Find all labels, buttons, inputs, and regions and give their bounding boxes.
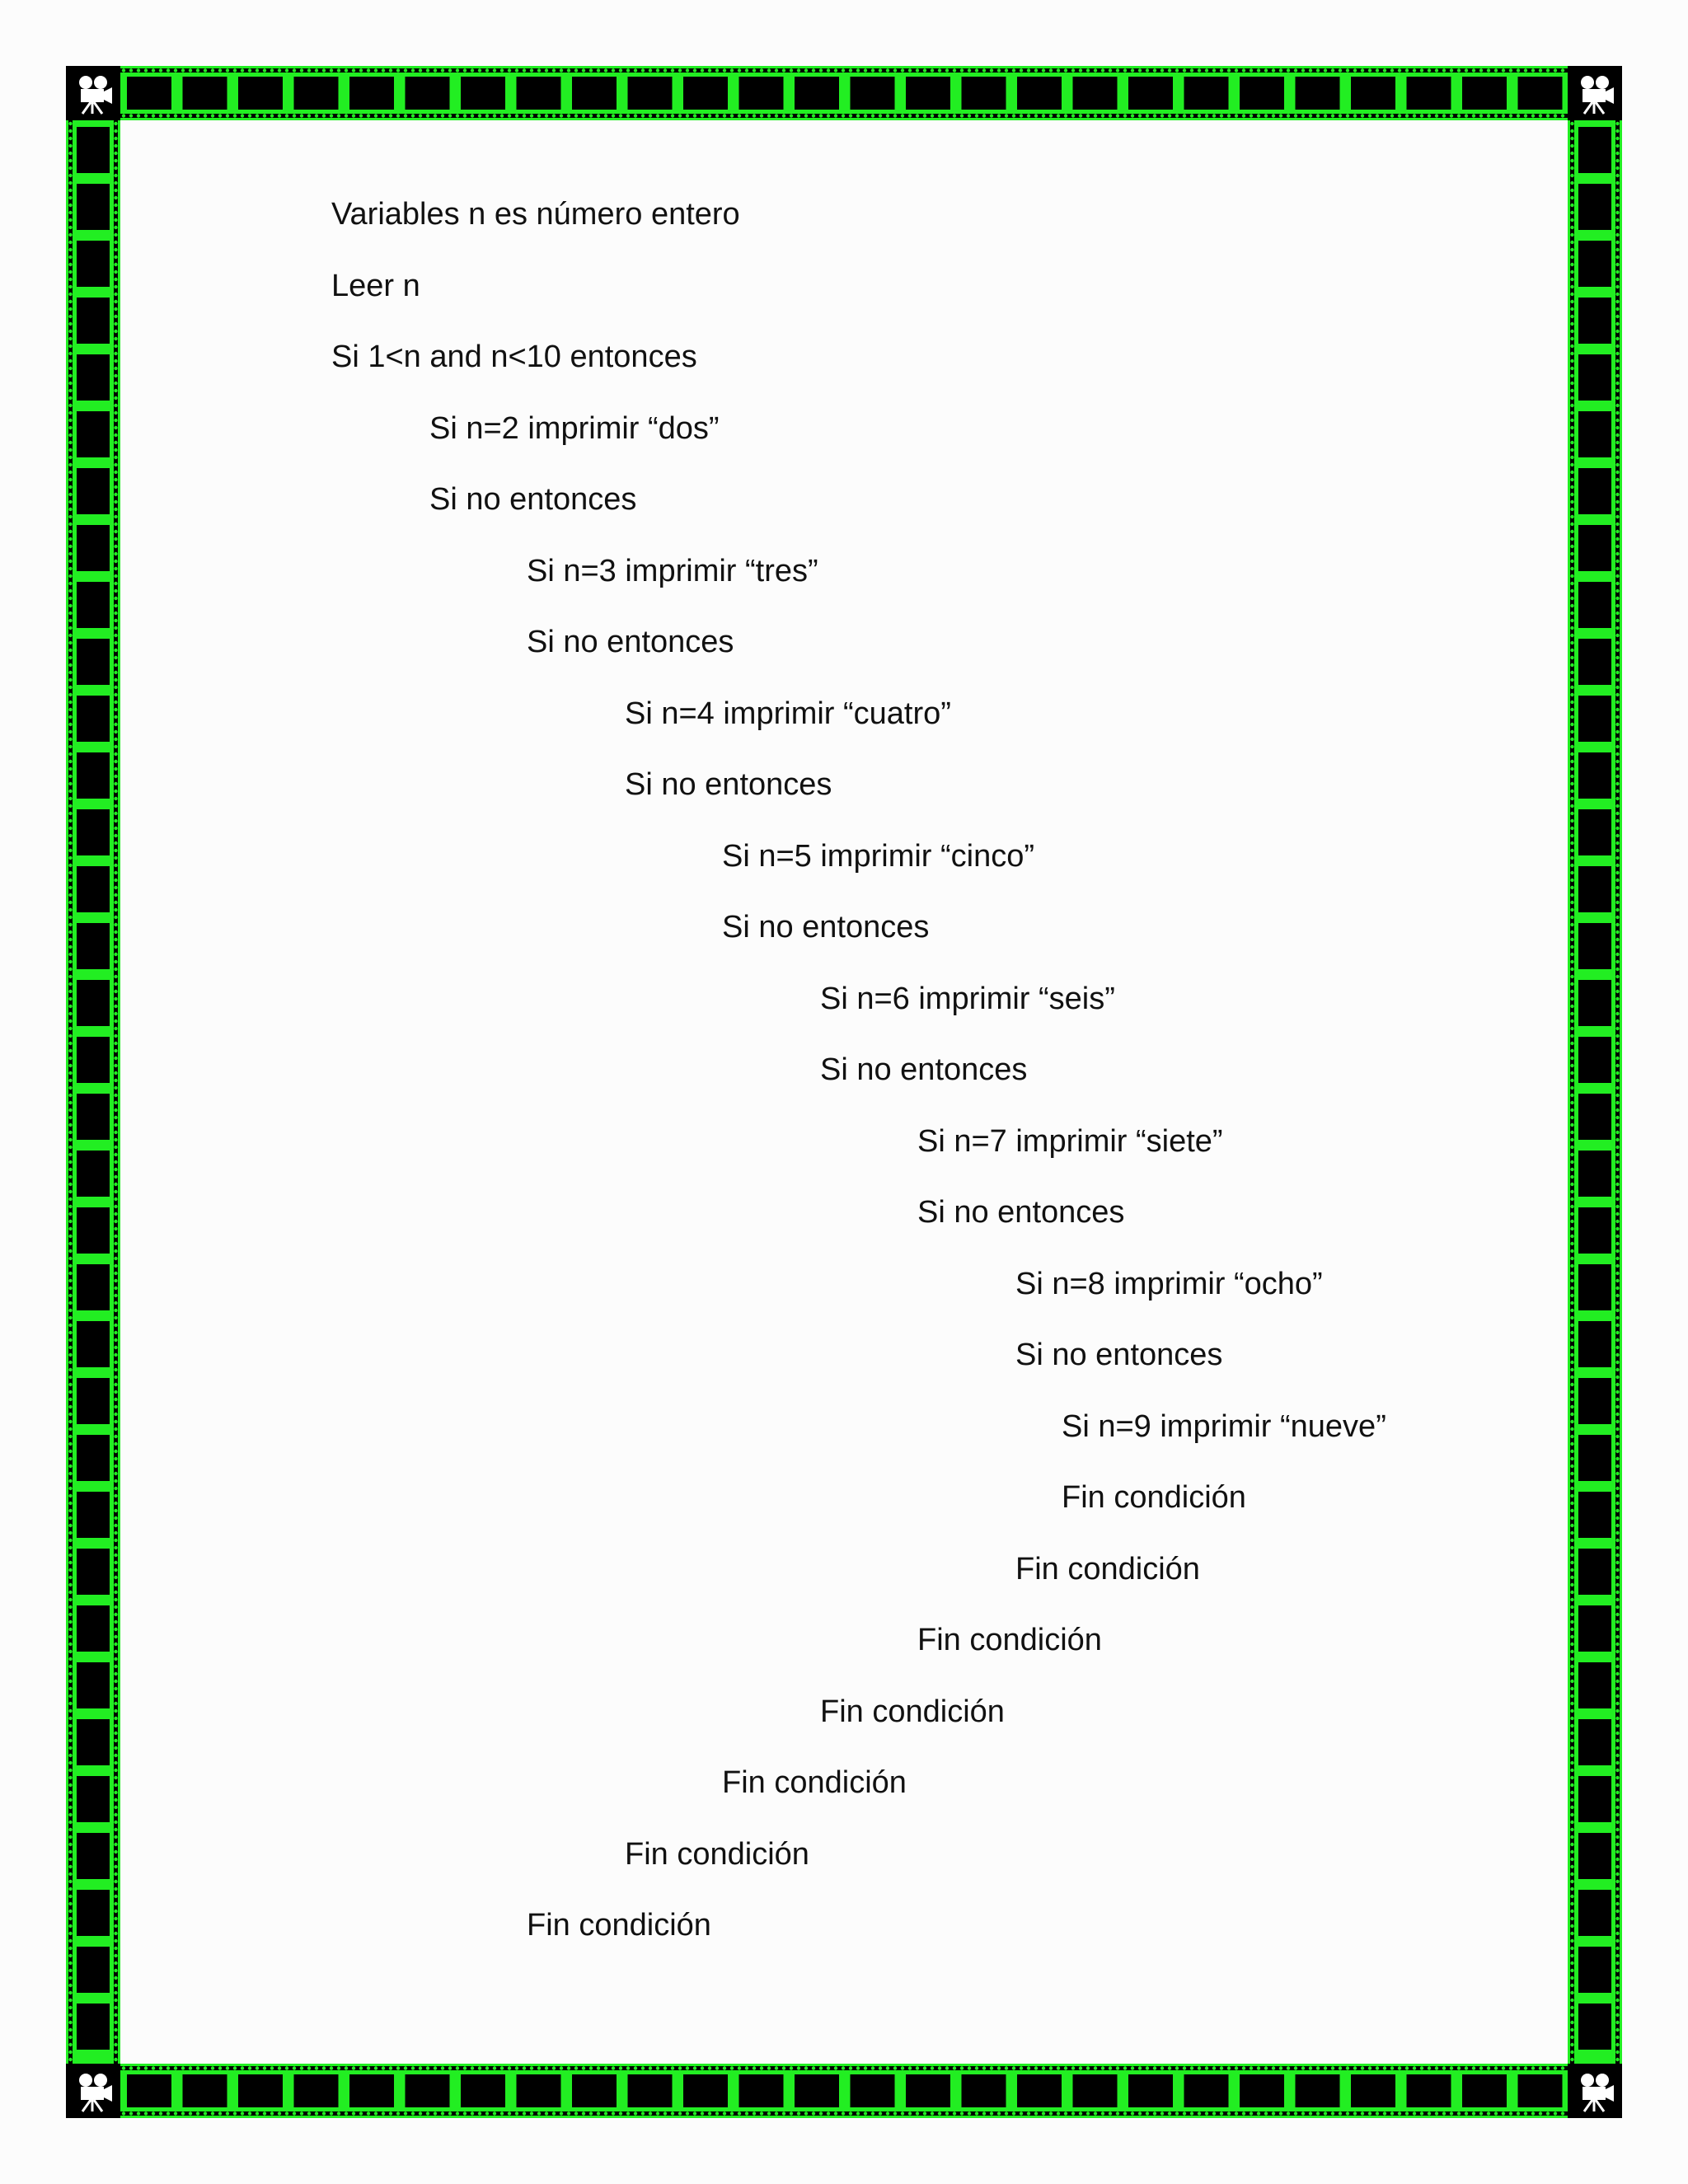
code-line-end: Fin condición [1062, 1480, 1246, 1515]
code-line-end: Fin condición [722, 1765, 907, 1800]
code-line-read: Leer n [331, 269, 420, 303]
code-line-end: Fin condición [527, 1908, 711, 1943]
code-line: Si n=4 imprimir “cuatro” [625, 696, 951, 731]
code-line: Si no entonces [625, 767, 832, 802]
code-line: Si no entonces [917, 1195, 1125, 1230]
code-line: Si no entonces [820, 1052, 1028, 1087]
code-line-end: Fin condición [625, 1837, 809, 1872]
code-line: Si no entonces [527, 625, 734, 659]
code-line: Si n=5 imprimir “cinco” [722, 839, 1035, 874]
code-line-variables: Variables n es número entero [331, 197, 740, 232]
code-line: Si n=7 imprimir “siete” [917, 1124, 1223, 1159]
code-line-end: Fin condición [1015, 1552, 1200, 1586]
code-line: Si n=3 imprimir “tres” [527, 554, 818, 588]
code-line: Si no entonces [429, 482, 637, 517]
code-line-condition: Si 1<n and n<10 entonces [331, 340, 697, 374]
code-line: Si n=6 imprimir “seis” [820, 982, 1115, 1016]
code-line: Si no entonces [1015, 1338, 1223, 1372]
code-line: Si no entonces [722, 910, 930, 944]
code-line: Si n=8 imprimir “ocho” [1015, 1267, 1323, 1301]
code-line: Si n=2 imprimir “dos” [429, 411, 720, 446]
code-line-end: Fin condición [820, 1694, 1005, 1729]
code-line-end: Fin condición [917, 1623, 1102, 1657]
code-line: Si n=9 imprimir “nueve” [1062, 1409, 1386, 1444]
